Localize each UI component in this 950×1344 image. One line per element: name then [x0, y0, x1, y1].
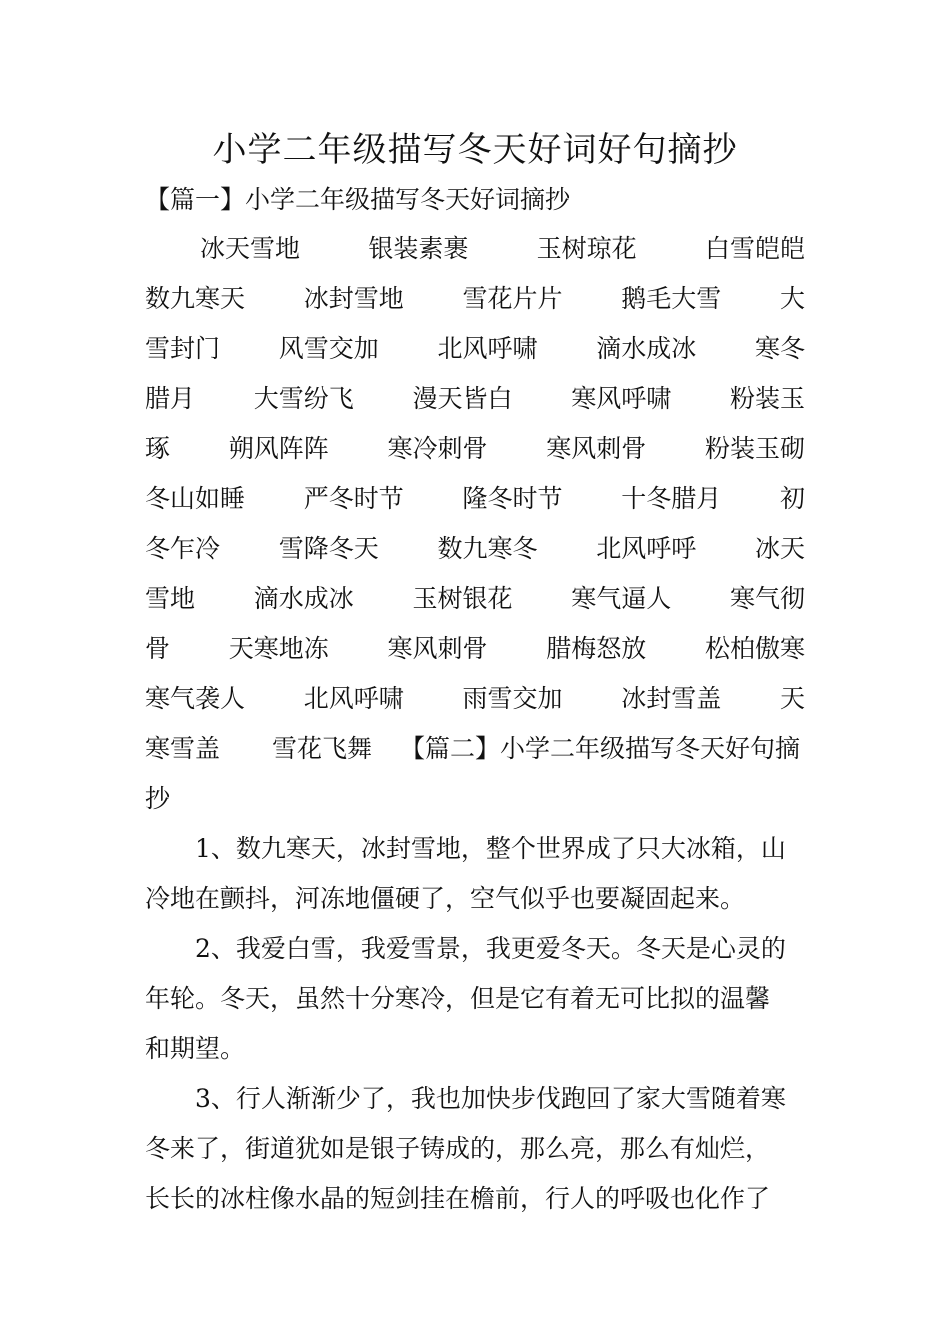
word: 十冬腊月 [621, 484, 722, 513]
paragraph-2-line: 2、我爱白雪，我爱雪景，我更爱冬天。冬天是心灵的 [195, 934, 786, 963]
word: 大雪纷飞 [253, 384, 354, 413]
word: 琢 [145, 434, 171, 463]
word: 天寒地冻 [228, 634, 329, 663]
word-line [145, 379, 805, 419]
word-line [145, 679, 805, 719]
word: 冰天 [754, 534, 805, 563]
word-line [145, 579, 805, 619]
word: 鹅毛大雪 [621, 284, 722, 313]
word-line [145, 629, 805, 669]
word-line [145, 729, 805, 769]
word: 寒冷刺骨 [387, 434, 488, 463]
paragraph-2-line: 年轮。冬天，虽然十分寒冷，但是它有着无可比拟的温馨 [145, 984, 771, 1013]
word: 银装素裹 [368, 234, 469, 263]
word: 漫天皆白 [412, 384, 513, 413]
paragraph-3-line: 长长的冰柱像水晶的短剑挂在檐前，行人的呼吸也化作了 [145, 1184, 771, 1213]
word-line [145, 529, 805, 569]
word-line [145, 479, 805, 519]
word: 天 [779, 684, 805, 713]
word: 骨 [145, 634, 171, 663]
word: 雪花飞舞 [272, 734, 373, 763]
word: 雨雪交加 [462, 684, 563, 713]
paragraph-1-line: 冷地在颤抖，河冻地僵硬了，空气似乎也要凝固起来。 [145, 884, 746, 913]
word: 雪花片片 [462, 284, 563, 313]
word: 粉装玉 [729, 384, 805, 413]
word: 寒气袭人 [145, 684, 246, 713]
paragraph-2-line: 和期望。 [145, 1034, 246, 1063]
word: 寒风呼啸 [571, 384, 672, 413]
word: 大 [779, 284, 805, 313]
word: 初 [779, 484, 805, 513]
word: 腊梅怒放 [546, 634, 647, 663]
section-heading-2: 【篇二】小学二年级描写冬天好句摘 [400, 734, 801, 763]
paragraph-1-line: 1、数九寒天，冰封雪地，整个世界成了只大冰箱，山 [195, 834, 786, 863]
word: 隆冬时节 [462, 484, 563, 513]
word: 冬乍冷 [145, 534, 221, 563]
word: 白雪皑皑 [704, 234, 805, 263]
word: 腊月 [145, 384, 196, 413]
word: 严冬时节 [303, 484, 404, 513]
word: 寒冬 [754, 334, 805, 363]
word-line [145, 279, 805, 319]
word: 滴水成冰 [596, 334, 697, 363]
word: 松柏傲寒 [704, 634, 805, 663]
word: 冰封雪盖 [621, 684, 722, 713]
word: 雪封门 [145, 334, 221, 363]
section-heading-2-tail: 抄 [145, 784, 171, 813]
word: 朔风阵阵 [228, 434, 329, 463]
word: 玉树银花 [412, 584, 513, 613]
word: 冰天雪地 [200, 234, 301, 263]
word: 寒雪盖 [145, 734, 221, 763]
paragraph-3-line: 冬来了，街道犹如是银子铸成的，那么亮，那么有灿烂， [145, 1134, 771, 1163]
word: 玉树琼花 [536, 234, 637, 263]
word-line [145, 229, 805, 269]
word: 粉装玉砌 [704, 434, 805, 463]
word: 北风呼啸 [303, 684, 404, 713]
word: 风雪交加 [278, 334, 379, 363]
paragraph-3-line: 3、行人渐渐少了，我也加快步伐跑回了家大雪随着寒 [195, 1084, 786, 1113]
document-title: 小学二年级描写冬天好词好句摘抄 [212, 130, 738, 170]
section-heading-1: 【篇一】小学二年级描写冬天好词摘抄 [145, 185, 571, 214]
word: 寒气彻 [729, 584, 805, 613]
word: 寒气逼人 [571, 584, 672, 613]
word: 寒风刺骨 [387, 634, 488, 663]
word: 冬山如睡 [145, 484, 246, 513]
word: 北风呼呼 [596, 534, 697, 563]
word: 北风呼啸 [437, 334, 538, 363]
word: 数九寒天 [145, 284, 246, 313]
word: 数九寒冬 [437, 534, 538, 563]
word: 雪降冬天 [278, 534, 379, 563]
word: 滴水成冰 [253, 584, 354, 613]
word: 寒风刺骨 [546, 434, 647, 463]
word: 冰封雪地 [303, 284, 404, 313]
word-line [145, 329, 805, 369]
word-line [145, 429, 805, 469]
word: 雪地 [145, 584, 196, 613]
